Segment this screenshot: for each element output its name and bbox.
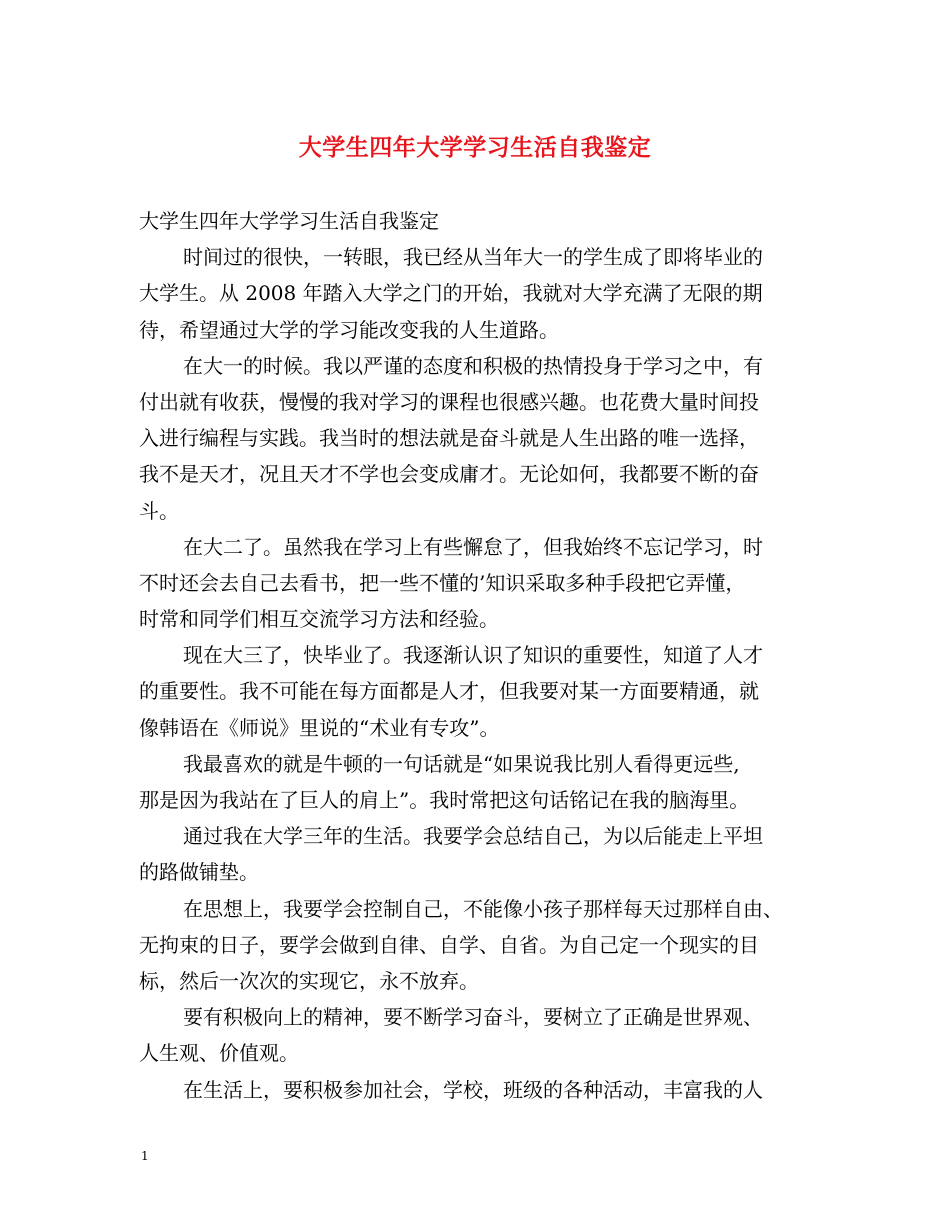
paragraph-line: 的路做铺垫。 [139, 860, 259, 885]
page-number: 1 [141, 1149, 149, 1163]
paragraph-line: 通过我在大学三年的生活。我要学会总结自己，为以后能走上平坦 [183, 824, 763, 849]
paragraph-line: 斗。 [139, 498, 179, 523]
document-title: 大学生四年大学学习生活自我鉴定 [298, 134, 652, 161]
paragraph-line: 要有积极向上的精神，要不断学习奋斗，要树立了正确是世界观、 [183, 1005, 763, 1030]
paragraph-line: 我最喜欢的就是牛顿的一句话就是“如果说我比别人看得更远些, [183, 751, 740, 776]
paragraph-line: 在思想上，我要学会控制自己，不能像小孩子那样每天过那样自由、 [183, 896, 783, 921]
paragraph-line: 我不是天才，况且天才不学也会变成庸才。无论如何，我都要不断的奋 [139, 462, 759, 487]
paragraph-line: 入进行编程与实践。我当时的想法就是奋斗就是人生出路的唯一选择， [139, 426, 759, 451]
paragraph-line: 不时还会去自己去看书，把一些不懂的’知识采取多种手段把它弄懂， [139, 570, 746, 595]
paragraph-line: 时常和同学们相互交流学习方法和经验。 [139, 607, 499, 632]
paragraph-line: 大学生。从 2008 年踏入大学之门的开始，我就对大学充满了无限的期 [139, 281, 763, 306]
paragraph-line: 付出就有收获，慢慢的我对学习的课程也很感兴趣。也花费大量时间投 [139, 389, 759, 414]
paragraph-line: 在大一的时候。我以严谨的态度和积极的热情投身于学习之中，有 [183, 353, 763, 378]
paragraph-line: 在大二了。虽然我在学习上有些懈怠了，但我始终不忘记学习，时 [183, 534, 763, 559]
paragraph-line: 在生活上，要积极参加社会，学校，班级的各种活动，丰富我的人 [183, 1077, 763, 1102]
document-body [139, 203, 825, 1108]
paragraph-line: 像韩语在《师说》里说的“术业有专攻”。 [139, 715, 500, 740]
paragraph-line: 无拘束的日子，要学会做到自律、自学、自省。为自己定一个现实的目 [139, 932, 759, 957]
paragraph-line: 时间过的很快，一转眼，我已经从当年大一的学生成了即将毕业的 [183, 245, 763, 270]
document-subtitle-line: 大学生四年大学学习生活自我鉴定 [139, 209, 439, 233]
paragraph-line: 现在大三了，快毕业了。我逐渐认识了知识的重要性，知道了人才 [183, 643, 763, 668]
paragraph-line: 人生观、价值观。 [139, 1041, 299, 1066]
paragraph-line: 待，希望通过大学的学习能改变我的人生道路。 [139, 317, 559, 342]
paragraph-line: 那是因为我站在了巨人的肩上”。我时常把这句话铭记在我的脑海里。 [139, 788, 750, 812]
paragraph-line: 标，然后一次次的实现它，永不放弃。 [139, 968, 479, 993]
paragraph-line: 的重要性。我不可能在每方面都是人才，但我要对某一方面要精通，就 [139, 679, 759, 704]
